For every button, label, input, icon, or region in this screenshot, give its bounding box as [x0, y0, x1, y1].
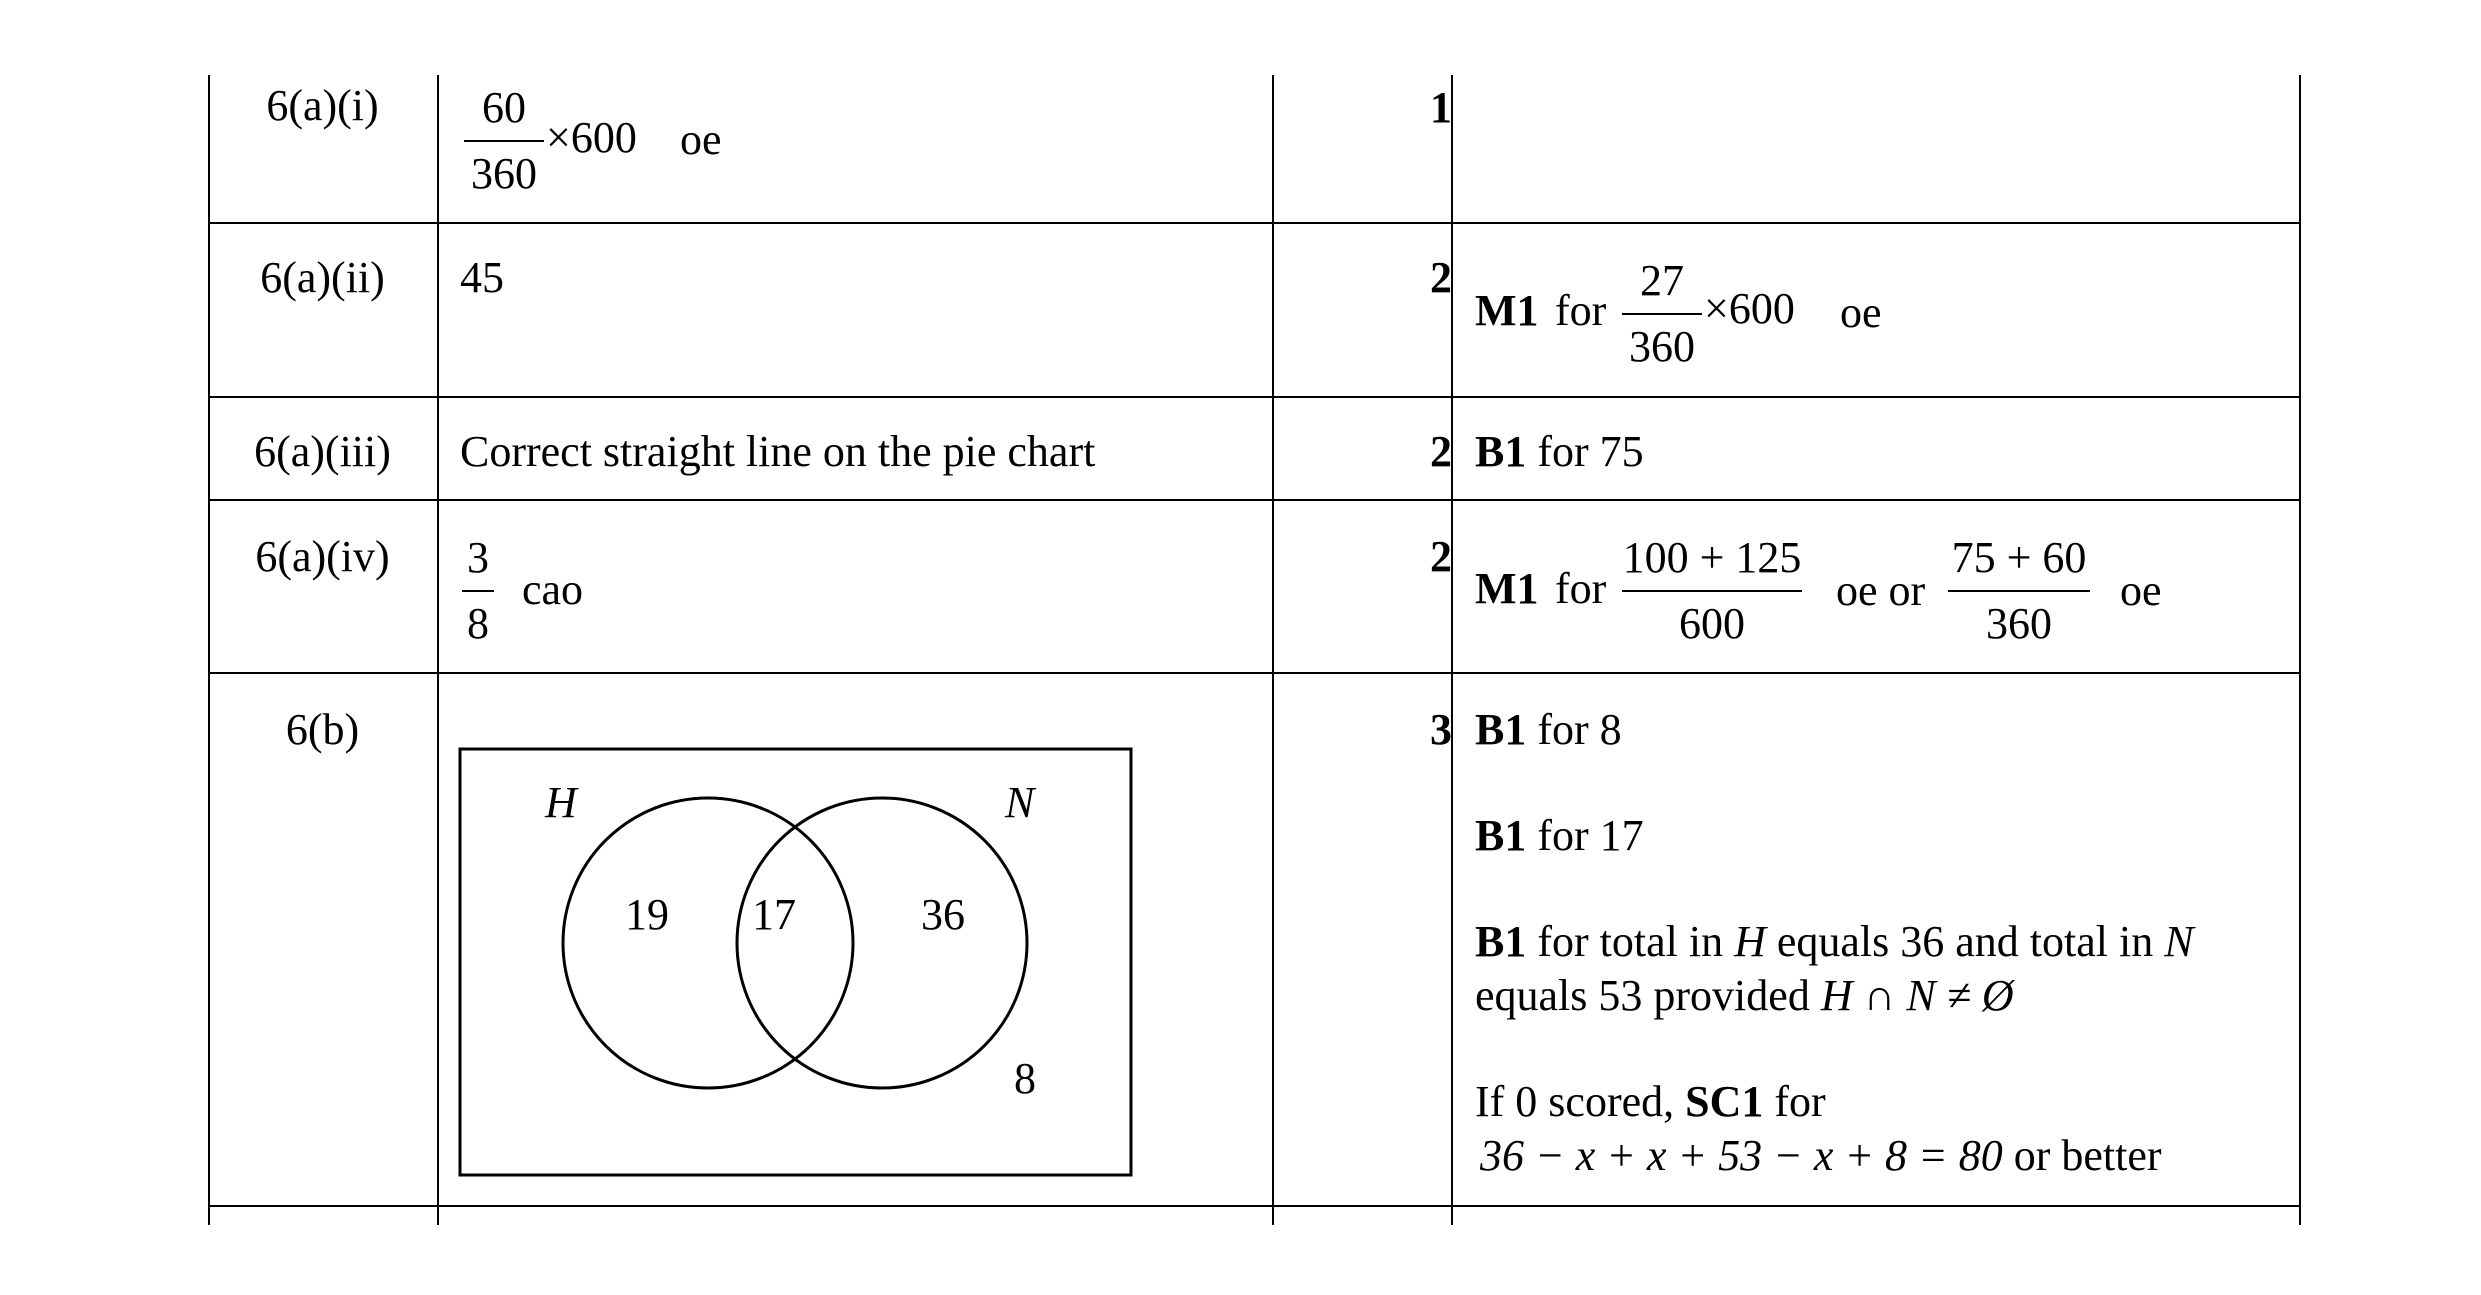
- fraction-denominator: 360: [471, 149, 537, 198]
- set-n-circle: [737, 798, 1027, 1088]
- answer-suffix: cao: [522, 565, 584, 614]
- fraction-numerator: 27: [1640, 256, 1684, 305]
- set-label-h: H: [545, 778, 577, 827]
- notes-line: B1 for total in H equals 36 and total in N: [1475, 917, 2194, 966]
- notes-oe: oe: [1840, 288, 1882, 337]
- fraction-denominator: 8: [467, 599, 489, 648]
- question-number: 6(a)(iv): [255, 532, 390, 581]
- fraction-denominator: 360: [1986, 599, 2052, 648]
- notes-line: B1 for 75: [1475, 427, 1644, 476]
- set-label-n: N: [1005, 778, 1035, 827]
- row-divider: [208, 1205, 2301, 1207]
- column-divider-question: [437, 75, 439, 1225]
- fraction-numerator: 75 + 60: [1951, 533, 2087, 582]
- set-h-circle: [563, 798, 853, 1088]
- answer-fraction: [462, 533, 494, 648]
- question-number: 6(a)(i): [266, 81, 379, 130]
- marks-value: 2: [1430, 427, 1452, 476]
- table-border-right: [2299, 75, 2301, 1225]
- row-divider: [208, 396, 2301, 398]
- question-number: 6(a)(iii): [254, 427, 391, 476]
- notes-line: B1 for 17: [1475, 811, 1644, 860]
- venn-value-n-only: 36: [921, 890, 965, 939]
- answer-fraction: [464, 83, 544, 198]
- answer-text: 45: [460, 253, 504, 302]
- notes-fraction-1: [1622, 533, 1802, 648]
- venn-diagram: [440, 700, 1180, 1190]
- marks-value: 2: [1430, 253, 1452, 302]
- fraction-bar: [464, 140, 544, 142]
- fraction-bar: [462, 590, 494, 592]
- row-divider: [208, 499, 2301, 501]
- answer-oe: oe: [680, 115, 722, 164]
- marks-value: 2: [1430, 532, 1452, 581]
- notes-line: 36 − x + x + 53 − x + 8 = 80 or better: [1480, 1131, 2162, 1180]
- question-number: 6(a)(ii): [260, 253, 385, 302]
- answer-multiplier: ×600: [546, 113, 637, 162]
- column-divider-marks: [1451, 75, 1453, 1225]
- answer-text: Correct straight line on the pie chart: [460, 427, 1096, 476]
- fraction-denominator: 600: [1679, 599, 1745, 648]
- notes-fraction-2: [1948, 533, 2090, 648]
- fraction-bar: [1948, 590, 2090, 592]
- fraction-numerator: 60: [482, 83, 526, 132]
- venn-value-intersection: 17: [752, 890, 796, 939]
- venn-value-h-only: 19: [625, 890, 669, 939]
- table-border-left: [208, 75, 210, 1225]
- fraction-denominator: 360: [1629, 322, 1695, 371]
- question-number: 6(b): [285, 705, 360, 754]
- venn-value-outside: 8: [1014, 1054, 1036, 1103]
- notes-text: for: [1555, 286, 1607, 335]
- row-divider: [208, 222, 2301, 224]
- fraction-bar: [1622, 590, 1802, 592]
- notes-code: M1: [1475, 286, 1539, 335]
- column-divider-answer: [1272, 75, 1274, 1225]
- marks-value: 3: [1430, 705, 1452, 754]
- notes-multiplier: ×600: [1704, 284, 1795, 333]
- fraction-numerator: 100 + 125: [1622, 533, 1802, 582]
- fraction-numerator: 3: [467, 533, 489, 582]
- notes-fraction: [1622, 256, 1702, 371]
- fraction-bar: [1622, 313, 1702, 315]
- notes-oe: oe: [2120, 566, 2162, 615]
- notes-text: oe or: [1836, 566, 1926, 615]
- marks-value: 1: [1430, 83, 1452, 132]
- notes-code: M1: [1475, 564, 1539, 613]
- row-divider: [208, 672, 2301, 674]
- notes-line: equals 53 provided H ∩ N ≠ Ø: [1475, 971, 2014, 1020]
- notes-line: If 0 scored, SC1 for: [1475, 1077, 1826, 1126]
- notes-text: for: [1555, 564, 1607, 613]
- notes-line: B1 for 8: [1475, 705, 1622, 754]
